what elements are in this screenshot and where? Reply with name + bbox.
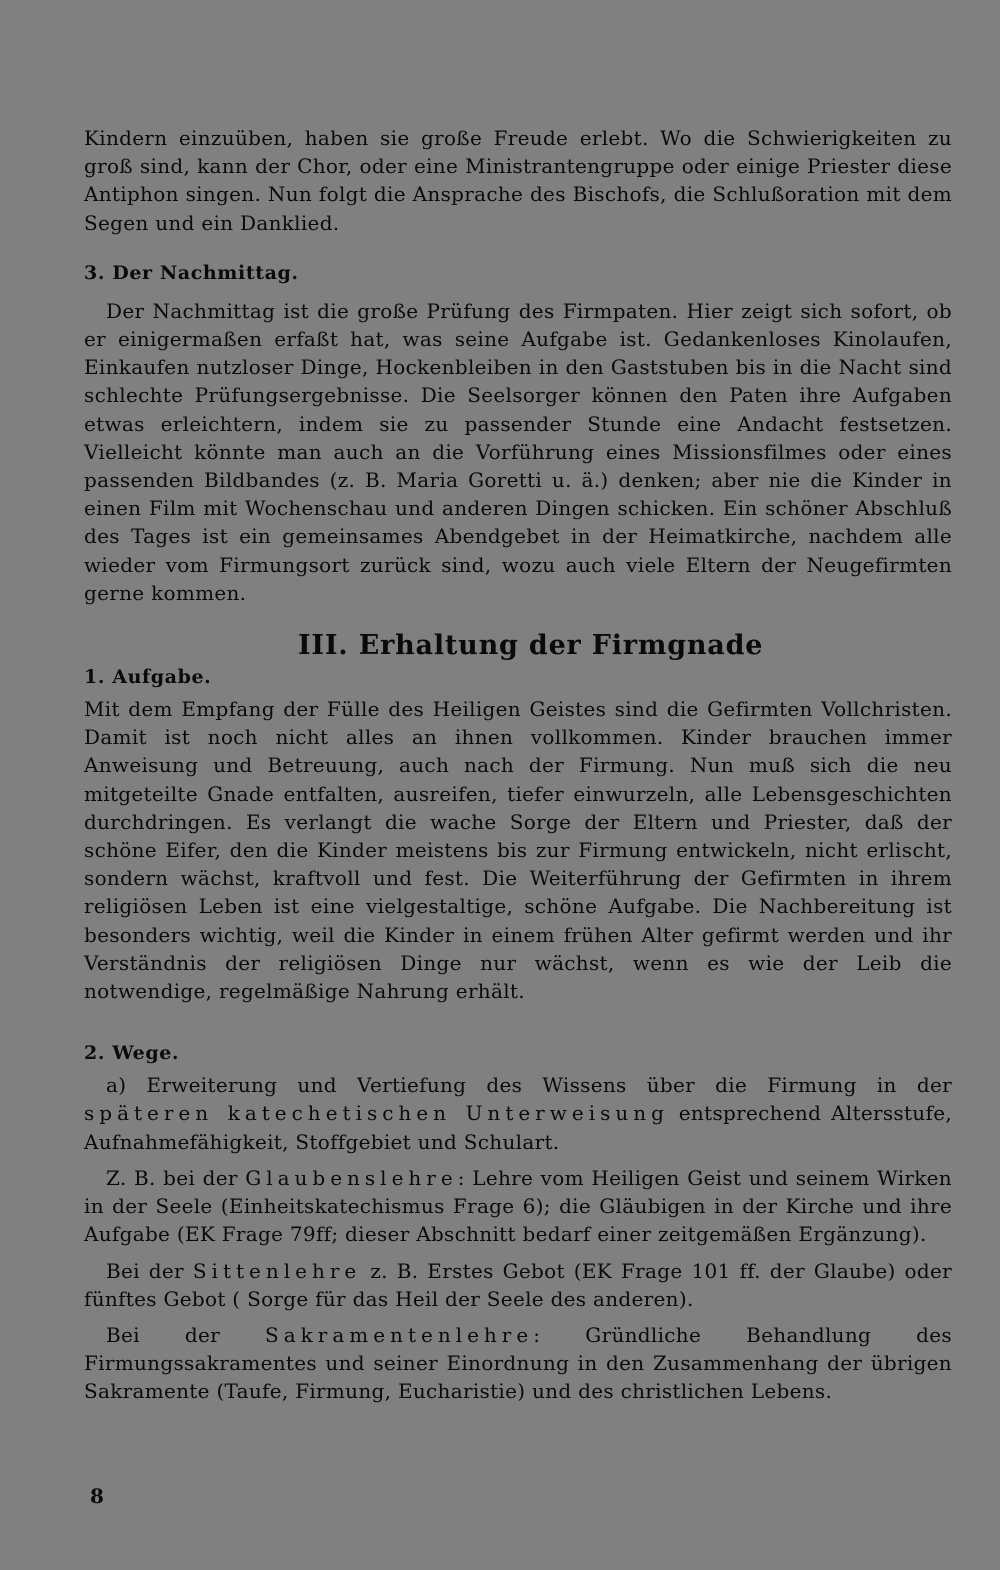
chapter-title: III. Erhaltung der Firmgnade <box>298 630 764 662</box>
paragraph-afternoon: Der Nachmittag ist die große Prüfung des Firmpaten. Hier zeigt sich sofort, ob er einigermaßen erfaßt hat, was seine Aufgabe ist. Gedankenloses Kinolaufen, Einkaufen nutzloser Dinge, Hockenbleiben in den Gaststuben bis in die Nacht sind schlechte Prüfungsergebnisse. Die Seelsorger können den Paten ihre Aufgaben etwas erleichtern, indem sie zu passender Stunde eine Andacht festsetzen. Vielleicht könnte man auch an die Vorführung eines Missionsfilmes oder eines passenden Bildbandes (z. B. Maria Goretti u. ä.) denken; aber nie die Kinder in einen Film mit Wochenschau und anderen Dingen schicken. Ein schöner Abschluß des Tages ist ein gemeinsames Abendgebet in der Heimatkirche, nachdem alle wieder vom Firmungsort zurück sind, wozu auch viele Eltern der Neugefirmten gerne kommen. <box>84 298 952 605</box>
text-segment: z. B. Erstes Gebot (EK Frage 101 ff. der Glaube) oder fünftes Gebot ( Sorge für das Heil der Seele des anderen). <box>84 1258 952 1311</box>
text-segment: entsprechend Altersstufe, Aufnahmefähigkeit, Stoffgebiet und Schulart. <box>84 1101 952 1154</box>
spaced-emphasis: späteren katechetischen Unterweisung <box>84 1101 669 1126</box>
paragraph-task: Mit dem Empfang der Fülle des Heiligen Geistes sind die Gefirmten Vollchristen. Damit ist noch nicht alles an ihnen vollkommen. Kinder brauchen immer Anweisung und Betreuung, auch nach der Firmung. Nun muß sich die neu mitgeteilte Gnade entfalten, ausreifen, tiefer einwurzeln, alle Lebensgeschichten durchdringen. Es verlangt die wache Sorge der Eltern und Priester, daß der schöne Eifer, den die Kinder meistens bis zur Firmung entwickeln, nicht erlischt, sondern wächst, kraftvoll und fest. Die Weiterführung der Gefirmten in ihrem religiösen Leben ist eine vielgestaltige, schöne Aufgabe. Die Nachbereitung ist besonders wichtig, weil die Kinder in einem frühen Alter gefirmt werden und ihr Verständnis der religiösen Dinge nur wächst, wenn es wie der Leib die notwendige, regelmäßige Nahrung erhält. <box>84 697 952 1004</box>
spaced-emphasis: Sittenlehre <box>192 1258 362 1283</box>
text-segment: Bei der <box>106 1258 184 1283</box>
paragraph-intro: Kindern einzuüben, haben sie große Freude erlebt. Wo die Schwierigkeiten zu groß sind, kann der Chor, oder eine Ministrantengruppe oder einige Priester diese Antiphon singen. Nun folgt die Ansprache des Bischofs, die Schlußoration mit dem Segen und ein Danklied. <box>84 126 952 235</box>
paragraph-sacrament-doctrine <box>84 1321 952 1406</box>
paragraph-ways-a <box>84 1071 952 1156</box>
text-segment: : Lehre vom Heiligen Geist und seinem Wirken in der Seele (Einheitskatechismus Frage 6); die Gläubigen in der Kirche und ihre Aufgabe (EK Frage 79ff; dieser Abschnitt bedarf einer zeitgemäßen Ergänzung). <box>84 1165 952 1247</box>
spaced-emphasis: Glaubenslehre <box>245 1165 458 1190</box>
paragraph-faith-doctrine <box>84 1164 952 1249</box>
text-segment: Bei der <box>106 1322 220 1347</box>
section-heading-afternoon: 3. Der Nachmittag. <box>84 261 299 284</box>
text-segment: Z. B. bei der <box>106 1165 238 1190</box>
paragraph-moral-doctrine <box>84 1257 952 1313</box>
page-number: 8 <box>90 1484 104 1508</box>
section-heading-task: 1. Aufgabe. <box>84 666 212 689</box>
spaced-emphasis: Sakramentenlehre <box>265 1322 534 1347</box>
text-segment: a) Erweiterung und Vertiefung des Wissens über die Firmung in der <box>106 1073 952 1098</box>
text-segment: : Gründliche Behandlung des Firmungssakramentes und seiner Einordnung in den Zusammenhang der übrigen Sakramente (Taufe, Firmung, Eucharistie) und des christlichen Lebens. <box>84 1322 952 1404</box>
section-heading-ways: 2. Wege. <box>84 1042 180 1065</box>
